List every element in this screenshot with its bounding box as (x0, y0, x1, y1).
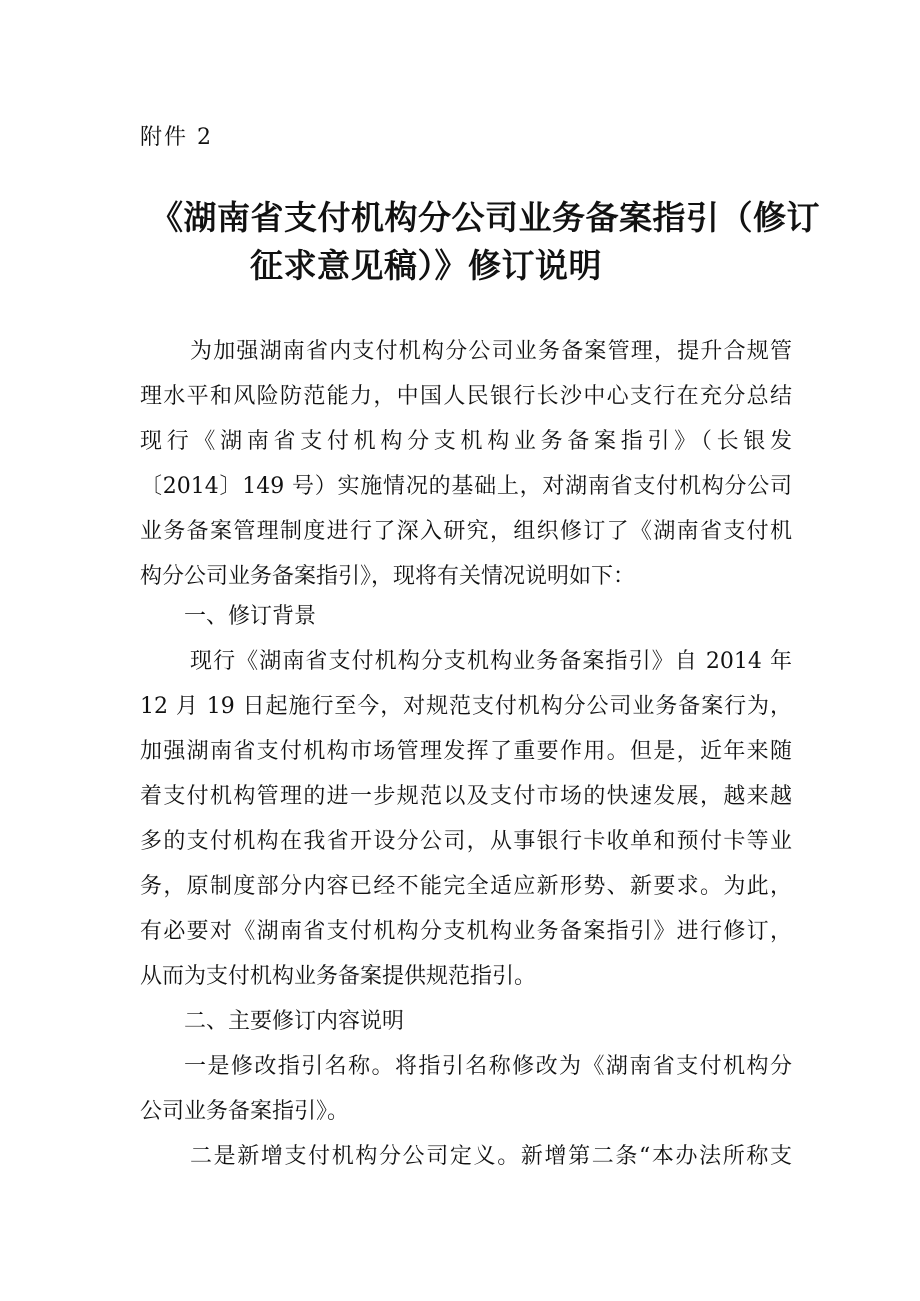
intro-line-1: 为加强湖南省内支付机构分公司业务备案管理，提升合规管 (190, 339, 792, 364)
intro-line-3: 现行《湖南省支付机构分支机构业务备案指引》（长银发 (140, 429, 792, 454)
item-1-line-2: 公司业务备案指引》。 (140, 1099, 350, 1124)
section-1-line-2: 12 月 19 日起施行至今，对规范支付机构分公司业务备案行为， (140, 694, 792, 719)
section-1-line-5: 多的支付机构在我省开设分公司，从事银行卡收单和预付卡等业 (140, 829, 792, 854)
intro-line-2: 理水平和风险防范能力，中国人民银行长沙中心支行在充分总结 (140, 384, 792, 409)
intro-line-5: 业务备案管理制度进行了深入研究，组织修订了《湖南省支付机 (140, 519, 792, 544)
item-2-line-1: 二是新增支付机构分公司定义。新增第二条“本办法所称支 (190, 1144, 792, 1169)
section-1-line-3: 加强湖南省支付机构市场管理发挥了重要作用。但是，近年来随 (140, 739, 792, 764)
section-1-heading: 一、修订背景 (184, 604, 317, 629)
intro-line-6: 构分公司业务备案指引》，现将有关情况说明如下： (140, 564, 636, 589)
intro-line-4: 〔2014〕149 号）实施情况的基础上，对湖南省支付机构分公司 (140, 474, 792, 499)
section-1-line-6: 务，原制度部分内容已经不能完全适应新形势、新要求。为此， (140, 874, 792, 899)
section-1-line-7: 有必要对《湖南省支付机构分支机构业务备案指引》进行修订， (140, 919, 792, 944)
section-1-line-8: 从而为支付机构业务备案提供规范指引。 (140, 964, 537, 989)
document-title-line-2: 征求意见稿）》修订说明 (250, 246, 602, 285)
section-1-line-4: 着支付机构管理的进一步规范以及支付市场的快速发展，越来越 (140, 784, 792, 809)
item-1-line-1: 一是修改指引名称。将指引名称修改为《湖南省支付机构分 (184, 1054, 792, 1079)
attachment-label: 附件 2 (140, 125, 213, 150)
section-1-line-1: 现行《湖南省支付机构分支机构业务备案指引》自 2014 年 (190, 649, 792, 674)
section-2-heading: 二、主要修订内容说明 (184, 1009, 405, 1034)
document-title-line-1: 《湖南省支付机构分公司业务备案指引（修订 (150, 198, 820, 237)
